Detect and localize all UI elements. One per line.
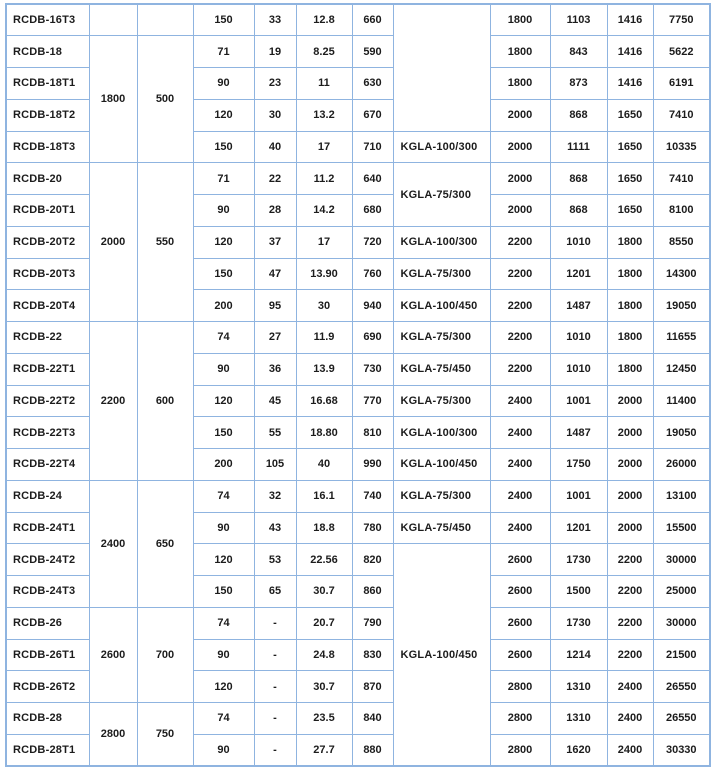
model-cell: RCDB-20T1 — [6, 195, 89, 227]
table-row — [6, 607, 710, 639]
value-cell: 1487 — [550, 290, 607, 322]
value-cell: 19050 — [653, 417, 710, 449]
value-cell: 14.2 — [296, 195, 352, 227]
value-cell: 1214 — [550, 639, 607, 671]
value-cell: 26000 — [653, 449, 710, 481]
value-cell: 90 — [193, 353, 254, 385]
value-cell: 1800 — [490, 68, 550, 100]
value-cell: 590 — [352, 36, 393, 68]
value-cell: 760 — [352, 258, 393, 290]
value-cell: 20.7 — [296, 607, 352, 639]
value-cell: 940 — [352, 290, 393, 322]
value-cell: 33 — [254, 4, 296, 36]
value-cell: 37 — [254, 226, 296, 258]
dim2-cell: 550 — [137, 163, 193, 322]
value-cell: 74 — [193, 703, 254, 735]
kgla-cell: KGLA-75/300 — [393, 385, 490, 417]
value-cell: 36 — [254, 353, 296, 385]
value-cell: 32 — [254, 480, 296, 512]
value-cell: 2800 — [490, 734, 550, 766]
model-cell: RCDB-18T2 — [6, 99, 89, 131]
value-cell: 18.8 — [296, 512, 352, 544]
value-cell: 1800 — [490, 36, 550, 68]
value-cell: 1310 — [550, 703, 607, 735]
value-cell: 2000 — [490, 195, 550, 227]
value-cell: 45 — [254, 385, 296, 417]
dim1-cell: 2200 — [89, 322, 137, 481]
value-cell: 1650 — [607, 99, 653, 131]
value-cell: 1416 — [607, 68, 653, 100]
dim2-cell: 650 — [137, 480, 193, 607]
value-cell: 27.7 — [296, 734, 352, 766]
value-cell: 1750 — [550, 449, 607, 481]
model-cell: RCDB-22 — [6, 322, 89, 354]
value-cell: 150 — [193, 258, 254, 290]
model-cell: RCDB-20T3 — [6, 258, 89, 290]
value-cell: 1111 — [550, 131, 607, 163]
value-cell: 11.9 — [296, 322, 352, 354]
dim1-cell — [89, 4, 137, 36]
value-cell: 150 — [193, 131, 254, 163]
value-cell: 1800 — [607, 322, 653, 354]
value-cell: 30330 — [653, 734, 710, 766]
value-cell: 1010 — [550, 322, 607, 354]
value-cell: 19 — [254, 36, 296, 68]
kgla-cell: KGLA-75/300 — [393, 163, 490, 227]
value-cell: 13.2 — [296, 99, 352, 131]
value-cell: 1010 — [550, 353, 607, 385]
value-cell: 2000 — [490, 163, 550, 195]
value-cell: 7410 — [653, 163, 710, 195]
value-cell: 25000 — [653, 576, 710, 608]
kgla-cell: KGLA-100/300 — [393, 417, 490, 449]
value-cell: 74 — [193, 322, 254, 354]
value-cell: 770 — [352, 385, 393, 417]
model-cell: RCDB-28 — [6, 703, 89, 735]
value-cell: - — [254, 607, 296, 639]
model-cell: RCDB-28T1 — [6, 734, 89, 766]
value-cell: 2000 — [490, 131, 550, 163]
kgla-cell: KGLA-75/300 — [393, 322, 490, 354]
value-cell: - — [254, 671, 296, 703]
value-cell: 2000 — [607, 480, 653, 512]
value-cell: 22 — [254, 163, 296, 195]
value-cell: 1201 — [550, 258, 607, 290]
value-cell: 150 — [193, 417, 254, 449]
kgla-cell: KGLA-100/300 — [393, 131, 490, 163]
value-cell: 23.5 — [296, 703, 352, 735]
model-cell: RCDB-20 — [6, 163, 89, 195]
value-cell: 2600 — [490, 639, 550, 671]
value-cell: 14300 — [653, 258, 710, 290]
value-cell: 710 — [352, 131, 393, 163]
dim1-cell: 2000 — [89, 163, 137, 322]
value-cell: 22.56 — [296, 544, 352, 576]
value-cell: 1001 — [550, 385, 607, 417]
value-cell: 2800 — [490, 671, 550, 703]
model-cell: RCDB-18T1 — [6, 68, 89, 100]
value-cell: 7410 — [653, 99, 710, 131]
value-cell: 2600 — [490, 544, 550, 576]
value-cell: 1416 — [607, 36, 653, 68]
value-cell: 11.2 — [296, 163, 352, 195]
table-row — [6, 703, 710, 735]
value-cell: 90 — [193, 512, 254, 544]
value-cell: 1620 — [550, 734, 607, 766]
value-cell: 17 — [296, 131, 352, 163]
value-cell: 30000 — [653, 544, 710, 576]
value-cell: 16.1 — [296, 480, 352, 512]
table-row — [6, 480, 710, 512]
value-cell: 873 — [550, 68, 607, 100]
value-cell: 840 — [352, 703, 393, 735]
value-cell: 53 — [254, 544, 296, 576]
value-cell: 150 — [193, 4, 254, 36]
value-cell: 2000 — [607, 449, 653, 481]
dim1-cell: 2600 — [89, 607, 137, 702]
value-cell: 120 — [193, 99, 254, 131]
value-cell: 810 — [352, 417, 393, 449]
kgla-cell: KGLA-75/300 — [393, 480, 490, 512]
value-cell: 2200 — [490, 258, 550, 290]
value-cell: 105 — [254, 449, 296, 481]
value-cell: 120 — [193, 385, 254, 417]
value-cell: 2000 — [607, 417, 653, 449]
value-cell: 1650 — [607, 131, 653, 163]
value-cell: 790 — [352, 607, 393, 639]
value-cell: 30.7 — [296, 671, 352, 703]
dim1-cell: 1800 — [89, 36, 137, 163]
value-cell: 868 — [550, 99, 607, 131]
value-cell: 2400 — [490, 385, 550, 417]
value-cell: 2400 — [490, 417, 550, 449]
value-cell: 2000 — [607, 512, 653, 544]
kgla-cell: KGLA-75/300 — [393, 258, 490, 290]
value-cell: 23 — [254, 68, 296, 100]
value-cell: 30 — [296, 290, 352, 322]
value-cell: 680 — [352, 195, 393, 227]
kgla-cell: KGLA-100/450 — [393, 544, 490, 766]
value-cell: 71 — [193, 163, 254, 195]
value-cell: 2000 — [490, 99, 550, 131]
model-cell: RCDB-24 — [6, 480, 89, 512]
model-cell: RCDB-20T2 — [6, 226, 89, 258]
value-cell: 120 — [193, 544, 254, 576]
dim2-cell: 600 — [137, 322, 193, 481]
value-cell: 11400 — [653, 385, 710, 417]
value-cell: 2400 — [607, 734, 653, 766]
value-cell: 660 — [352, 4, 393, 36]
value-cell: 640 — [352, 163, 393, 195]
value-cell: 90 — [193, 68, 254, 100]
value-cell: 990 — [352, 449, 393, 481]
value-cell: 90 — [193, 195, 254, 227]
model-cell: RCDB-24T1 — [6, 512, 89, 544]
value-cell: 12.8 — [296, 4, 352, 36]
value-cell: 8550 — [653, 226, 710, 258]
dim1-cell: 2400 — [89, 480, 137, 607]
value-cell: 27 — [254, 322, 296, 354]
value-cell: 43 — [254, 512, 296, 544]
value-cell: 71 — [193, 36, 254, 68]
value-cell: 2400 — [490, 480, 550, 512]
value-cell: 13100 — [653, 480, 710, 512]
value-cell: 47 — [254, 258, 296, 290]
value-cell: 868 — [550, 195, 607, 227]
value-cell: 2800 — [490, 703, 550, 735]
model-cell: RCDB-22T2 — [6, 385, 89, 417]
kgla-cell: KGLA-75/450 — [393, 512, 490, 544]
value-cell: 2200 — [490, 290, 550, 322]
value-cell: 15500 — [653, 512, 710, 544]
dim2-cell — [137, 4, 193, 36]
value-cell: 730 — [352, 353, 393, 385]
value-cell: 1800 — [607, 353, 653, 385]
value-cell: 30000 — [653, 607, 710, 639]
value-cell: 200 — [193, 290, 254, 322]
value-cell: 1800 — [490, 4, 550, 36]
value-cell: 13.90 — [296, 258, 352, 290]
value-cell: 21500 — [653, 639, 710, 671]
value-cell: 1730 — [550, 607, 607, 639]
value-cell: 1487 — [550, 417, 607, 449]
model-cell: RCDB-16T3 — [6, 4, 89, 36]
value-cell: 860 — [352, 576, 393, 608]
value-cell: 830 — [352, 639, 393, 671]
value-cell: 200 — [193, 449, 254, 481]
value-cell: 1201 — [550, 512, 607, 544]
model-cell: RCDB-24T3 — [6, 576, 89, 608]
value-cell: 1500 — [550, 576, 607, 608]
value-cell: 2200 — [607, 639, 653, 671]
value-cell: 1001 — [550, 480, 607, 512]
value-cell: 868 — [550, 163, 607, 195]
value-cell: 74 — [193, 607, 254, 639]
value-cell: 740 — [352, 480, 393, 512]
dim2-cell: 500 — [137, 36, 193, 163]
value-cell: 30.7 — [296, 576, 352, 608]
value-cell: 2600 — [490, 607, 550, 639]
value-cell: 820 — [352, 544, 393, 576]
table-row — [6, 4, 710, 36]
value-cell: 150 — [193, 576, 254, 608]
model-cell: RCDB-22T1 — [6, 353, 89, 385]
value-cell: 1416 — [607, 4, 653, 36]
model-cell: RCDB-18 — [6, 36, 89, 68]
value-cell: 2200 — [490, 322, 550, 354]
value-cell: 720 — [352, 226, 393, 258]
value-cell: 1800 — [607, 258, 653, 290]
value-cell: 7750 — [653, 4, 710, 36]
model-cell: RCDB-22T3 — [6, 417, 89, 449]
model-cell: RCDB-22T4 — [6, 449, 89, 481]
model-cell: RCDB-20T4 — [6, 290, 89, 322]
value-cell: 670 — [352, 99, 393, 131]
table-row — [6, 163, 710, 195]
value-cell: - — [254, 734, 296, 766]
value-cell: 55 — [254, 417, 296, 449]
kgla-cell — [393, 4, 490, 131]
model-cell: RCDB-26 — [6, 607, 89, 639]
table-row — [6, 322, 710, 354]
value-cell: 1650 — [607, 163, 653, 195]
value-cell: 8.25 — [296, 36, 352, 68]
value-cell: 870 — [352, 671, 393, 703]
value-cell: 2200 — [607, 607, 653, 639]
value-cell: 65 — [254, 576, 296, 608]
value-cell: 1730 — [550, 544, 607, 576]
value-cell: 24.8 — [296, 639, 352, 671]
value-cell: 2200 — [490, 226, 550, 258]
value-cell: 2200 — [490, 353, 550, 385]
value-cell: 1310 — [550, 671, 607, 703]
value-cell: 90 — [193, 734, 254, 766]
value-cell: 90 — [193, 639, 254, 671]
model-cell: RCDB-26T1 — [6, 639, 89, 671]
value-cell: 120 — [193, 226, 254, 258]
value-cell: 630 — [352, 68, 393, 100]
dim1-cell: 2800 — [89, 703, 137, 767]
value-cell: - — [254, 639, 296, 671]
value-cell: 11 — [296, 68, 352, 100]
value-cell: 1103 — [550, 4, 607, 36]
value-cell: 30 — [254, 99, 296, 131]
value-cell: 2200 — [607, 576, 653, 608]
kgla-cell: KGLA-100/450 — [393, 290, 490, 322]
value-cell: 40 — [296, 449, 352, 481]
value-cell: 95 — [254, 290, 296, 322]
value-cell: 40 — [254, 131, 296, 163]
value-cell: - — [254, 703, 296, 735]
value-cell: 2200 — [607, 544, 653, 576]
value-cell: 74 — [193, 480, 254, 512]
value-cell: 120 — [193, 671, 254, 703]
model-cell: RCDB-24T2 — [6, 544, 89, 576]
value-cell: 16.68 — [296, 385, 352, 417]
value-cell: 1010 — [550, 226, 607, 258]
table-row — [6, 36, 710, 68]
value-cell: 11655 — [653, 322, 710, 354]
value-cell: 780 — [352, 512, 393, 544]
value-cell: 17 — [296, 226, 352, 258]
kgla-cell: KGLA-75/450 — [393, 353, 490, 385]
value-cell: 13.9 — [296, 353, 352, 385]
value-cell: 2400 — [490, 512, 550, 544]
value-cell: 28 — [254, 195, 296, 227]
dim2-cell: 750 — [137, 703, 193, 767]
value-cell: 26550 — [653, 671, 710, 703]
dim2-cell: 700 — [137, 607, 193, 702]
value-cell: 12450 — [653, 353, 710, 385]
value-cell: 2400 — [607, 703, 653, 735]
value-cell: 2400 — [490, 449, 550, 481]
value-cell: 2600 — [490, 576, 550, 608]
value-cell: 26550 — [653, 703, 710, 735]
kgla-cell: KGLA-100/300 — [393, 226, 490, 258]
value-cell: 6191 — [653, 68, 710, 100]
value-cell: 5622 — [653, 36, 710, 68]
value-cell: 19050 — [653, 290, 710, 322]
value-cell: 10335 — [653, 131, 710, 163]
value-cell: 1800 — [607, 290, 653, 322]
model-cell: RCDB-18T3 — [6, 131, 89, 163]
value-cell: 8100 — [653, 195, 710, 227]
value-cell: 1650 — [607, 195, 653, 227]
value-cell: 880 — [352, 734, 393, 766]
spec-table — [5, 3, 711, 767]
kgla-cell: KGLA-100/450 — [393, 449, 490, 481]
value-cell: 2400 — [607, 671, 653, 703]
value-cell: 18.80 — [296, 417, 352, 449]
value-cell: 1800 — [607, 226, 653, 258]
value-cell: 843 — [550, 36, 607, 68]
value-cell: 690 — [352, 322, 393, 354]
model-cell: RCDB-26T2 — [6, 671, 89, 703]
value-cell: 2000 — [607, 385, 653, 417]
